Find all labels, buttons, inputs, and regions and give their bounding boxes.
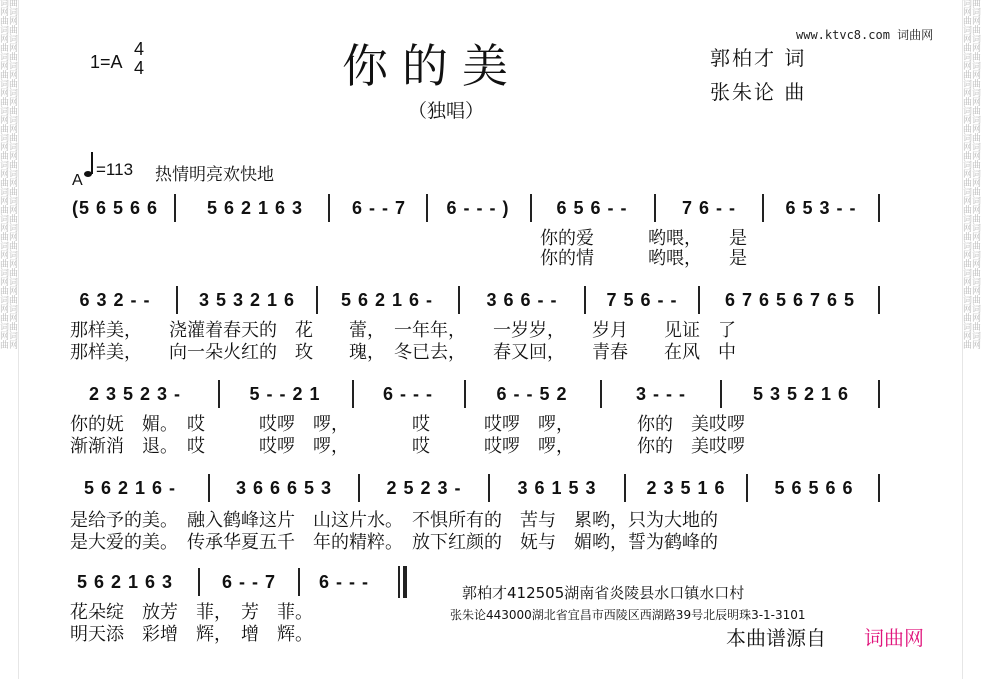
left-watermark-strip: 词曲网词曲网词曲网词曲网词曲网词曲网词曲网词曲网词曲网词曲网词曲网词曲网词曲网词曲网词曲网词曲网词曲网词曲网词曲网词曲网词曲网词曲网词曲网词曲网词曲网词曲网	[0, 0, 19, 679]
measure: 5 6 2 1 6 3	[76, 571, 174, 592]
website-link[interactable]: www.ktvc8.com 词曲网	[796, 28, 934, 42]
barline	[878, 194, 880, 222]
measure: 6 5 6 - -	[556, 197, 628, 218]
measure: 7 5 6 - -	[606, 289, 678, 310]
barline	[176, 286, 178, 314]
staff-system-2	[60, 284, 890, 316]
measure: 3 6 1 5 3	[517, 477, 597, 498]
barline	[464, 380, 466, 408]
measure: 5 - - 2 1	[249, 383, 321, 404]
song-subtitle: （独唱）	[408, 100, 485, 122]
staff-system-4	[60, 472, 890, 504]
barline	[878, 286, 880, 314]
barline	[878, 474, 880, 502]
barline	[198, 568, 200, 596]
quarter-note-stem	[91, 152, 93, 174]
measure: 3 6 6 6 5 3	[235, 477, 333, 498]
time-signature-top: 4	[133, 39, 144, 59]
song-title: 你的美	[342, 39, 522, 93]
composer-address: 张朱论443000湖北省宜昌市西陵区西湖路39号北辰明珠3-1-3101	[450, 608, 806, 622]
barline	[358, 474, 360, 502]
barline	[316, 286, 318, 314]
lyric-verse-2: 渐渐消 退。 哎 哎啰 啰， 哎 哎啰 啰， 你的 美哎啰	[70, 436, 745, 457]
measure: 6 7 6 5 6 7 6 5	[724, 289, 856, 310]
barline	[878, 380, 880, 408]
lyricist-address: 郭柏才412505湖南省炎陵县水口镇水口村	[462, 584, 745, 602]
measure: 5 6 2 1 6 3	[206, 197, 304, 218]
final-barline	[398, 566, 407, 598]
lyric-verse-2: 你的情 哟喂， 是	[540, 248, 747, 269]
barline	[698, 286, 700, 314]
barline	[720, 380, 722, 408]
measure: 5 6 2 1 6 -	[83, 477, 177, 498]
tempo-value: =113	[96, 160, 134, 179]
staff-system-1	[60, 192, 890, 224]
measure: 2 5 2 3 -	[386, 477, 462, 498]
measure: 6 - - 7	[351, 197, 406, 218]
key-signature: 1=A	[90, 52, 123, 72]
measure: 5 3 5 2 1 6	[752, 383, 850, 404]
barline	[762, 194, 764, 222]
barline	[654, 194, 656, 222]
lyric-verse-2: 是大爱的美。 传承华夏五千 年的精粹。 放下红颜的 妩与 媚哟，誓为鹤峰的	[70, 532, 718, 553]
source-label: 本曲谱源自	[726, 626, 826, 650]
barline	[458, 286, 460, 314]
barline	[298, 568, 300, 596]
barline	[584, 286, 586, 314]
barline	[426, 194, 428, 222]
measure: 6 - - 5 2	[496, 383, 568, 404]
barline	[600, 380, 602, 408]
lyricist-credit: 郭柏才 词	[710, 46, 807, 70]
lyric-verse-2: 明天添 彩增 辉， 增 辉。	[70, 624, 313, 645]
measure: 3 - - -	[636, 383, 686, 404]
barline	[328, 194, 330, 222]
rehearsal-mark: A	[72, 172, 83, 189]
staff-system-5	[60, 566, 420, 598]
measure: 6 3 2 - -	[79, 289, 151, 310]
barline	[530, 194, 532, 222]
measure: 7 6 - -	[681, 197, 736, 218]
measure: 6 5 3 - -	[785, 197, 857, 218]
source-site-link[interactable]: 词曲网	[864, 626, 924, 650]
measure: 6 - - - )	[446, 197, 510, 218]
measure: 2 3 5 2 3 -	[88, 383, 182, 404]
lyric-verse-1: 你的妩 媚。 哎 哎啰 啰， 哎 哎啰 啰， 你的 美哎啰	[70, 414, 745, 435]
time-signature	[132, 40, 146, 78]
barline	[746, 474, 748, 502]
measure: 6 - - -	[383, 383, 433, 404]
lyric-verse-2: 那样美， 向一朵火红的 玫 瑰， 冬已去， 春又回， 青春 在风 中	[70, 342, 736, 363]
barline	[174, 194, 176, 222]
measure: 5 6 5 6 6	[774, 477, 854, 498]
measure: (5 6 5 6 6	[71, 197, 159, 218]
barline	[208, 474, 210, 502]
composer-credit: 张朱论 曲	[710, 80, 807, 104]
lyric-verse-1: 你的爱 哟喂， 是	[540, 228, 747, 249]
barline	[488, 474, 490, 502]
right-watermark-strip: 词曲网词曲网词曲网词曲网词曲网词曲网词曲网词曲网词曲网词曲网词曲网词曲网词曲网词曲网词曲网词曲网词曲网词曲网词曲网词曲网词曲网词曲网词曲网词曲网词曲网词曲网	[962, 0, 981, 679]
lyric-verse-1: 是给予的美。 融入鹤峰这片 山这片水。 不惧所有的 苦与 累哟，只为大地的	[70, 510, 718, 531]
barline	[352, 380, 354, 408]
tempo-expression: 热情明亮欢快地	[155, 165, 274, 185]
measure: 5 6 2 1 6 -	[340, 289, 434, 310]
staff-system-3	[60, 378, 890, 410]
time-signature-bottom: 4	[133, 58, 144, 78]
lyric-verse-1: 那样美， 浇灌着春天的 花 蕾， 一年年， 一岁岁， 岁月 见证 了	[70, 320, 736, 341]
measure: 6 - - -	[319, 571, 369, 592]
measure: 6 - - 7	[221, 571, 276, 592]
lyric-verse-1: 花朵绽 放芳 菲， 芳 菲。	[70, 602, 313, 623]
measure: 3 6 6 - -	[486, 289, 558, 310]
measure: 3 5 3 2 1 6	[198, 289, 296, 310]
barline	[624, 474, 626, 502]
measure: 2 3 5 1 6	[646, 477, 726, 498]
barline	[218, 380, 220, 408]
